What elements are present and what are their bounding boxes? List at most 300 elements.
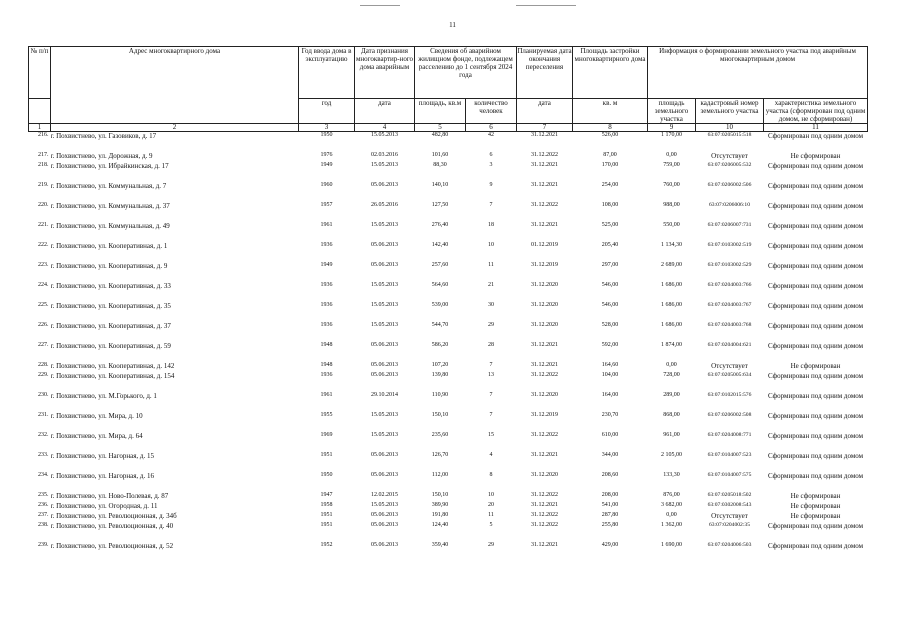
row-planned-date: 31.12.2022 [531,151,558,158]
table-row [29,432,868,452]
table-row [29,222,868,242]
row-build-area: 230,70 [601,411,619,418]
row-people: 3 [489,161,493,168]
row-number: 218. [38,161,49,168]
row-cadastral: 63:07:0204004:621 [707,341,752,348]
table-row [29,452,868,472]
row-characteristic: Не сформирован [790,491,841,500]
row-planned-date: 31.12.2022 [531,431,558,438]
row-area: 107,20 [431,361,449,368]
row-recognition-date: 05.06.2013 [371,511,398,518]
header-planned-date: Планируемая дата окончания переселения [517,47,573,99]
row-year: 1936 [320,281,333,288]
row-cadastral: 63:07:0205018:502 [707,491,752,498]
row-address: г. Похвистнево, ул. Ибрайкинская, д. 17 [50,161,169,170]
row-area: 150,10 [431,491,449,498]
row-build-area: 208,60 [601,471,619,478]
row-characteristic: Сформирован под одним домом [767,261,864,270]
row-address: г. Похвистнево, ул. Коммунальная, д. 37 [50,201,170,210]
row-address: г. Похвистнево, ул. Дорожная, д. 9 [50,151,153,160]
row-cadastral: 63:07:0103002:519 [707,241,752,248]
row-planned-date: 31.12.2021 [531,181,558,188]
row-characteristic: Сформирован под одним домом [767,221,864,230]
row-characteristic: Сформирован под одним домом [767,451,864,460]
row-land-area: 1 690,00 [661,541,682,548]
row-build-area: 255,80 [601,521,619,528]
row-land-area: 961,00 [663,431,680,438]
header-land-info: Информация о формировании земельного участка под аварийным многоквартирным домом [648,47,868,99]
row-characteristic: Сформирован под одним домом [767,201,864,210]
row-number: 232. [38,431,49,438]
row-people: 21 [488,281,494,288]
row-year: 1948 [320,341,333,348]
row-year: 1951 [320,511,333,518]
row-planned-date: 31.12.2019 [531,261,558,268]
row-area: 257,60 [431,261,449,268]
row-cadastral: 63:07:0204003:766 [707,281,752,288]
row-build-area: 297,00 [601,261,619,268]
row-characteristic: Сформирован под одним домом [767,371,864,380]
row-people: 15 [488,431,494,438]
row-area: 544,70 [431,321,449,328]
column-number: 5 [415,124,466,132]
column-number: 10 [696,124,764,132]
emergency-housing-table [28,46,868,562]
row-number: 223. [38,261,49,268]
row-area: 110,90 [431,391,449,398]
row-area: 482,80 [431,132,449,138]
row-people: 5 [489,521,493,528]
row-address: г. Похвистнево, ул. Мира, д. 64 [50,431,143,440]
row-build-area: 525,00 [601,221,619,228]
header-unit-sqm: кв. м [573,99,648,124]
row-characteristic: Сформирован под одним домом [767,541,864,550]
row-build-area: 254,00 [601,181,619,188]
row-land-area: 2 105,00 [661,451,682,458]
row-year: 1949 [320,261,333,268]
row-land-area: 0,00 [666,151,677,158]
row-year: 1969 [320,431,333,438]
column-number: 2 [51,124,299,132]
row-address: г. Похвистнево, ул. Мира, д. 10 [50,411,143,420]
table-row [29,152,868,162]
row-build-area: 541,00 [601,501,619,508]
column-number: 8 [573,124,648,132]
row-build-area: 429,00 [601,541,619,548]
row-characteristic: Сформирован под одним домом [767,471,864,480]
row-build-area: 287,80 [601,511,619,518]
row-year: 1957 [320,201,333,208]
row-cadastral: 63:07:0204006:503 [707,541,752,548]
row-build-area: 108,00 [601,201,619,208]
row-planned-date: 01.12.2019 [531,241,558,248]
scan-line-top-right [516,5,576,6]
row-build-area: 592,00 [601,341,619,348]
row-land-area: 3 682,00 [661,501,682,508]
row-land-area: 133,30 [663,471,680,478]
row-people: 18 [488,221,494,228]
row-build-area: 205,40 [601,241,619,248]
row-land-area: 876,00 [663,491,680,498]
row-land-area: 988,00 [663,201,680,208]
row-land-area: 1 134,30 [661,241,682,248]
row-area: 586,20 [431,341,449,348]
row-address: г. Похвистнево, ул. Кооперативная, д. 1 [50,241,168,250]
table-row [29,502,868,512]
header-characteristic: характеристика земельного участка (сформирован под одним домом, не сформирован) [764,99,868,124]
row-people: 29 [488,541,494,548]
row-year: 1952 [320,541,333,548]
row-land-area: 1 686,00 [661,301,682,308]
row-characteristic: Сформирован под одним домом [767,241,864,250]
row-recognition-date: 02.03.2016 [371,151,398,158]
row-cadastral: 63:07:0205005:634 [707,371,752,378]
row-recognition-date: 15.05.2013 [371,431,398,438]
table-row [29,362,868,372]
row-build-area: 546,00 [601,301,619,308]
row-year: 1950 [320,132,333,138]
header-land-area: площадь земельного участка [648,99,696,124]
row-number: 220. [38,201,49,208]
row-cadastral: Отсутствует [711,151,748,160]
row-characteristic: Не сформирован [790,501,841,510]
row-recognition-date: 05.06.2013 [371,241,398,248]
row-build-area: 610,00 [601,431,619,438]
row-year: 1951 [320,451,333,458]
column-number: 1 [29,124,51,132]
row-characteristic: Не сформирован [790,511,841,520]
row-number: 233. [38,451,49,458]
row-land-area: 289,00 [663,391,680,398]
row-characteristic: Сформирован под одним домом [767,411,864,420]
row-area: 139,80 [431,371,449,378]
row-year: 1961 [320,221,333,228]
row-people: 8 [489,471,493,478]
row-people: 30 [488,301,494,308]
row-address: г. Похвистнево, ул. Революционная, д. 34б [50,511,177,520]
row-people: 29 [488,321,494,328]
row-recognition-date: 15.05.2013 [371,301,398,308]
column-number: 3 [299,124,355,132]
row-land-area: 868,00 [663,411,680,418]
row-year: 1950 [320,471,333,478]
row-characteristic: Не сформирован [790,361,841,370]
table-row [29,322,868,342]
column-number: 11 [764,124,868,132]
row-recognition-date: 15.05.2013 [371,221,398,228]
row-recognition-date: 05.06.2013 [371,261,398,268]
table-row [29,282,868,302]
row-number: 217. [38,151,49,158]
row-area: 564,60 [431,281,449,288]
row-land-area: 1 170,00 [661,132,682,138]
row-number: 234. [38,471,49,478]
row-number: 229. [38,371,49,378]
row-cadastral: 63:07:0302008:543 [707,501,752,508]
column-number: 4 [355,124,415,132]
row-planned-date: 31.12.2020 [531,471,558,478]
row-number: 231. [38,411,49,418]
row-people: 28 [488,341,494,348]
row-planned-date: 31.12.2021 [531,132,558,138]
table-row [29,542,868,562]
row-build-area: 208,00 [601,491,619,498]
row-land-area: 760,00 [663,181,680,188]
row-number: 235. [38,491,49,498]
row-year: 1955 [320,411,333,418]
row-address: г. Похвистнево, ул. Ново-Полевая, д. 87 [50,491,169,500]
row-area: 142,40 [431,241,449,248]
header-unit-date2: дата [517,99,573,124]
row-cadastral: 63:07:0206007:731 [707,221,752,228]
row-characteristic: Сформирован под одним домом [767,521,864,530]
row-characteristic: Не сформирован [790,151,841,160]
row-address: г. Похвистнево, ул. Коммунальная, д. 7 [50,181,167,190]
row-people: 13 [488,371,494,378]
row-address: г. Похвистнево, ул. Кооперативная, д. 35 [50,301,171,310]
row-address: г. Похвистнево, ул. Кооперативная, д. 33 [50,281,171,290]
table-row [29,512,868,522]
scan-line-top-left [360,5,400,6]
table-row [29,132,868,152]
row-planned-date: 31.12.2021 [531,451,558,458]
row-recognition-date: 05.06.2013 [371,181,398,188]
row-recognition-date: 05.06.2013 [371,541,398,548]
header-recognition-date: Дата признания многоквартир-ного дома аварийным [355,47,415,99]
row-people: 7 [489,411,493,418]
row-cadastral: 63:07:0204002:35 [708,521,751,528]
row-people: 9 [489,181,493,188]
row-address: г. Похвистнево, ул. Огородная, д. 11 [50,501,158,510]
row-build-area: 344,00 [601,451,619,458]
row-land-area: 1 874,00 [661,341,682,348]
row-address: г. Похвистнево, ул. Газовиков, д. 17 [50,132,157,140]
row-number: 230. [38,391,49,398]
row-area: 150,10 [431,411,449,418]
row-people: 20 [488,501,494,508]
row-address: г. Похвистнево, ул. М.Горького, д. 1 [50,391,157,400]
row-year: 1936 [320,241,333,248]
row-build-area: 104,00 [601,371,619,378]
row-cadastral: 63:07:0104007:575 [707,471,752,478]
table-row [29,262,868,282]
row-area: 124,40 [431,521,449,528]
row-planned-date: 31.12.2021 [531,501,558,508]
row-cadastral: 63:07:0206005:532 [707,161,752,168]
row-cadastral: 63:07:0206006:10 [708,201,751,208]
row-address: г. Похвистнево, ул. Революционная, д. 40 [50,521,174,530]
row-cadastral: 63:07:0206002:506 [707,181,752,188]
row-land-area: 1 362,00 [661,521,682,528]
row-year: 1949 [320,161,333,168]
table-row [29,492,868,502]
row-cadastral: 63:07:0204003:768 [707,321,752,328]
row-land-area: 2 689,00 [661,261,682,268]
row-area: 88,30 [433,161,447,168]
row-cadastral: 63:07:0102015:576 [707,391,752,398]
row-recognition-date: 05.06.2013 [371,451,398,458]
row-planned-date: 31.12.2022 [531,491,558,498]
table-row [29,342,868,362]
row-area: 140,10 [431,181,449,188]
row-area: 101,60 [431,151,449,158]
row-number: 219. [38,181,49,188]
row-cadastral: 63:07:0204003:767 [707,301,752,308]
row-characteristic: Сформирован под одним домом [767,281,864,290]
row-cadastral: 63:07:0204008:771 [707,431,752,438]
row-land-area: 0,00 [666,361,677,368]
table-row [29,522,868,542]
row-land-area: 759,00 [663,161,680,168]
row-area: 235,60 [431,431,449,438]
row-year: 1936 [320,371,333,378]
row-people: 11 [488,261,494,268]
header-unit-date: дата [355,99,415,124]
row-land-area: 550,00 [663,221,680,228]
row-year: 1976 [320,151,333,158]
table-row [29,372,868,392]
row-build-area: 164,60 [601,361,619,368]
table-row [29,302,868,322]
row-planned-date: 31.12.2020 [531,391,558,398]
table-row [29,162,868,182]
row-address: г. Похвистнево, ул. Кооперативная, д. 142 [50,361,175,370]
row-land-area: 728,00 [663,371,680,378]
row-area: 539,00 [431,301,449,308]
row-build-area: 546,00 [601,281,619,288]
table-body [29,132,868,562]
row-land-area: 1 686,00 [661,281,682,288]
row-area: 359,40 [431,541,449,548]
row-address: г. Похвистнево, ул. Нагорная, д. 16 [50,471,154,480]
row-recognition-date: 12.02.2015 [371,491,398,498]
row-land-area: 1 686,00 [661,321,682,328]
row-cadastral: Отсутствует [711,511,748,520]
row-year: 1947 [320,491,333,498]
row-planned-date: 31.12.2022 [531,511,558,518]
header-cadastral: кадастровый номер земельного участка [696,99,764,124]
row-people: 4 [489,451,493,458]
row-number: 237. [38,511,49,518]
row-planned-date: 31.12.2021 [531,341,558,348]
row-characteristic: Сформирован под одним домом [767,431,864,440]
header-year-entry: Год ввода дома в эксплуатацию [299,47,355,99]
table-row [29,182,868,202]
table-row [29,472,868,492]
row-planned-date: 31.12.2019 [531,411,558,418]
row-recognition-date: 15.05.2013 [371,132,398,138]
row-recognition-date: 05.06.2013 [371,371,398,378]
row-build-area: 164,00 [601,391,619,398]
row-recognition-date: 05.06.2013 [371,471,398,478]
header-num: № п/п [29,47,51,99]
row-address: г. Похвистнево, ул. Кооперативная, д. 59 [50,341,171,350]
row-area: 112,00 [431,471,449,478]
row-year: 1936 [320,321,333,328]
column-number: 9 [648,124,696,132]
row-number: 225. [38,301,49,308]
header-build-area: Площадь застройки многоквартирного дома [573,47,648,99]
header-unit-year: год [299,99,355,124]
row-cadastral: 63:07:0206002:508 [707,411,752,418]
row-build-area: 526,00 [601,132,619,138]
row-recognition-date: 15.05.2013 [371,281,398,288]
row-planned-date: 31.12.2022 [531,371,558,378]
row-number: 239. [38,541,49,548]
row-area: 389,90 [431,501,449,508]
row-number: 238. [38,521,49,528]
row-recognition-date: 05.06.2013 [371,521,398,528]
row-characteristic: Сформирован под одним домом [767,301,864,310]
row-characteristic: Сформирован под одним домом [767,181,864,190]
table-row [29,242,868,262]
row-land-area: 0,00 [666,511,677,518]
row-build-area: 87,00 [603,151,617,158]
row-area: 276,40 [431,221,449,228]
row-year: 1958 [320,501,333,508]
row-cadastral: Отсутствует [711,361,748,370]
row-recognition-date: 26.05.2016 [371,201,398,208]
row-recognition-date: 29.10.2014 [371,391,398,398]
row-characteristic: Сформирован под одним домом [767,321,864,330]
row-recognition-date: 15.05.2013 [371,411,398,418]
row-recognition-date: 05.06.2013 [371,341,398,348]
row-planned-date: 31.12.2020 [531,321,558,328]
row-planned-date: 31.12.2022 [531,201,558,208]
row-number: 226. [38,321,49,328]
row-address: г. Похвистнево, ул. Нагорная, д. 15 [50,451,154,460]
header-address: Адрес многоквартирного дома [51,47,299,124]
row-people: 7 [489,361,493,368]
row-number: 222. [38,241,49,248]
row-planned-date: 31.12.2022 [531,521,558,528]
row-build-area: 528,00 [601,321,619,328]
row-recognition-date: 15.05.2013 [371,501,398,508]
header-people-count: количество человек [466,99,517,124]
row-characteristic: Сформирован под одним домом [767,391,864,400]
row-year: 1948 [320,361,333,368]
row-area: 127,50 [431,201,449,208]
column-number: 6 [466,124,517,132]
row-address: г. Похвистнево, ул. Кооперативная, д. 9 [50,261,168,270]
header-emergency-fund: Сведения об аварийном жилищном фонде, подлежащем расселению до 1 сентября 2024 года [415,47,517,99]
row-number: 216. [38,132,49,138]
row-recognition-date: 15.05.2013 [371,161,398,168]
row-people: 11 [488,511,494,518]
row-number: 227. [38,341,49,348]
row-year: 1936 [320,301,333,308]
row-address: г. Похвистнево, ул. Революционная, д. 52 [50,541,174,550]
row-cadastral: 63:07:0205015:518 [707,132,752,138]
table-row [29,412,868,432]
row-recognition-date: 15.05.2013 [371,321,398,328]
row-planned-date: 31.12.2021 [531,221,558,228]
row-people: 6 [489,151,493,158]
row-people: 42 [488,132,494,138]
header-area-sqm: площадь, кв.м [415,99,466,124]
row-area: 126,70 [431,451,449,458]
row-characteristic: Сформирован под одним домом [767,132,864,140]
row-address: г. Похвистнево, ул. Коммунальная, д. 49 [50,221,170,230]
row-planned-date: 31.12.2021 [531,541,558,548]
row-cadastral: 63:07:0104007:523 [707,451,752,458]
table-row [29,202,868,222]
row-year: 1951 [320,521,333,528]
row-build-area: 170,00 [601,161,619,168]
row-planned-date: 31.12.2021 [531,361,558,368]
row-planned-date: 31.12.2021 [531,161,558,168]
row-people: 10 [488,241,494,248]
